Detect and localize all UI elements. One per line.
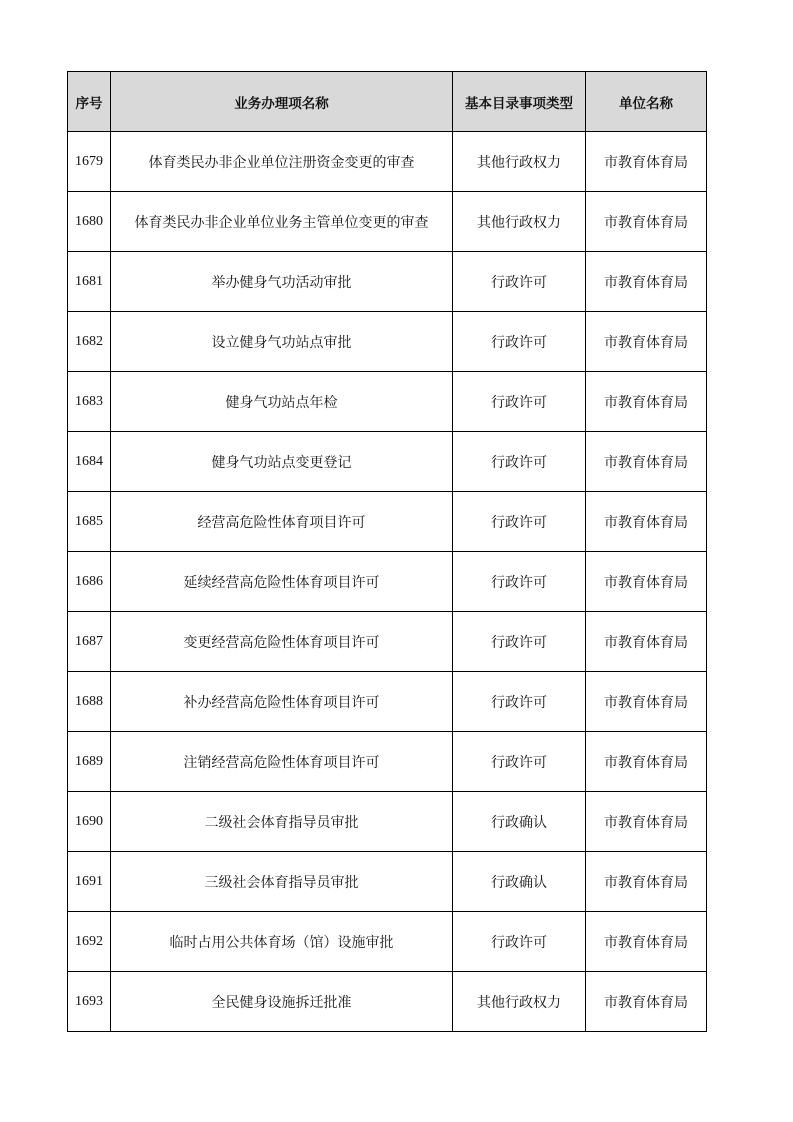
cell-name: 三级社会体育指导员审批 xyxy=(111,852,453,912)
cell-unit: 市教育体育局 xyxy=(586,312,707,372)
cell-type: 其他行政权力 xyxy=(453,972,586,1032)
cell-type: 其他行政权力 xyxy=(453,192,586,252)
cell-name: 举办健身气功活动审批 xyxy=(111,252,453,312)
cell-type: 行政确认 xyxy=(453,792,586,852)
cell-name: 临时占用公共体育场（馆）设施审批 xyxy=(111,912,453,972)
cell-unit: 市教育体育局 xyxy=(586,852,707,912)
cell-unit: 市教育体育局 xyxy=(586,612,707,672)
cell-type: 行政许可 xyxy=(453,492,586,552)
table-row xyxy=(68,432,707,492)
cell-type: 其他行政权力 xyxy=(453,132,586,192)
cell-type: 行政许可 xyxy=(453,732,586,792)
table-row xyxy=(68,192,707,252)
table-row xyxy=(68,132,707,192)
cell-unit: 市教育体育局 xyxy=(586,432,707,492)
cell-name: 补办经营高危险性体育项目许可 xyxy=(111,672,453,732)
cell-no: 1687 xyxy=(68,612,111,672)
cell-unit: 市教育体育局 xyxy=(586,792,707,852)
table-row xyxy=(68,972,707,1032)
cell-type: 行政许可 xyxy=(453,312,586,372)
cell-unit: 市教育体育局 xyxy=(586,372,707,432)
cell-no: 1679 xyxy=(68,132,111,192)
cell-name: 体育类民办非企业单位业务主管单位变更的审查 xyxy=(111,192,453,252)
header-type: 基本目录事项类型 xyxy=(453,72,586,132)
header-no: 序号 xyxy=(68,72,111,132)
cell-unit: 市教育体育局 xyxy=(586,552,707,612)
cell-no: 1688 xyxy=(68,672,111,732)
cell-name: 延续经营高危险性体育项目许可 xyxy=(111,552,453,612)
cell-type: 行政许可 xyxy=(453,432,586,492)
cell-no: 1689 xyxy=(68,732,111,792)
table-row xyxy=(68,312,707,372)
cell-no: 1684 xyxy=(68,432,111,492)
cell-name: 设立健身气功站点审批 xyxy=(111,312,453,372)
cell-name: 健身气功站点年检 xyxy=(111,372,453,432)
cell-unit: 市教育体育局 xyxy=(586,252,707,312)
cell-name: 健身气功站点变更登记 xyxy=(111,432,453,492)
header-row xyxy=(68,72,707,132)
cell-unit: 市教育体育局 xyxy=(586,972,707,1032)
cell-no: 1690 xyxy=(68,792,111,852)
table-row xyxy=(68,252,707,312)
cell-unit: 市教育体育局 xyxy=(586,492,707,552)
table-row xyxy=(68,672,707,732)
table-row xyxy=(68,792,707,852)
cell-no: 1686 xyxy=(68,552,111,612)
cell-no: 1693 xyxy=(68,972,111,1032)
cell-no: 1683 xyxy=(68,372,111,432)
cell-no: 1681 xyxy=(68,252,111,312)
cell-type: 行政确认 xyxy=(453,852,586,912)
cell-type: 行政许可 xyxy=(453,612,586,672)
table-row xyxy=(68,552,707,612)
header-name: 业务办理项名称 xyxy=(111,72,453,132)
cell-type: 行政许可 xyxy=(453,372,586,432)
cell-name: 注销经营高危险性体育项目许可 xyxy=(111,732,453,792)
cell-name: 变更经营高危险性体育项目许可 xyxy=(111,612,453,672)
cell-type: 行政许可 xyxy=(453,912,586,972)
header-unit: 单位名称 xyxy=(586,72,707,132)
cell-unit: 市教育体育局 xyxy=(586,132,707,192)
cell-name: 全民健身设施拆迁批准 xyxy=(111,972,453,1032)
cell-no: 1691 xyxy=(68,852,111,912)
cell-unit: 市教育体育局 xyxy=(586,732,707,792)
cell-unit: 市教育体育局 xyxy=(586,912,707,972)
cell-name: 体育类民办非企业单位注册资金变更的审查 xyxy=(111,132,453,192)
cell-type: 行政许可 xyxy=(453,252,586,312)
table-row xyxy=(68,492,707,552)
table-row xyxy=(68,912,707,972)
cell-unit: 市教育体育局 xyxy=(586,672,707,732)
cell-no: 1685 xyxy=(68,492,111,552)
cell-unit: 市教育体育局 xyxy=(586,192,707,252)
cell-name: 二级社会体育指导员审批 xyxy=(111,792,453,852)
table-row xyxy=(68,612,707,672)
cell-no: 1680 xyxy=(68,192,111,252)
table-row xyxy=(68,732,707,792)
table-row xyxy=(68,372,707,432)
cell-no: 1682 xyxy=(68,312,111,372)
cell-type: 行政许可 xyxy=(453,672,586,732)
cell-type: 行政许可 xyxy=(453,552,586,612)
cell-no: 1692 xyxy=(68,912,111,972)
table-row xyxy=(68,852,707,912)
items-table xyxy=(67,71,707,1032)
cell-name: 经营高危险性体育项目许可 xyxy=(111,492,453,552)
